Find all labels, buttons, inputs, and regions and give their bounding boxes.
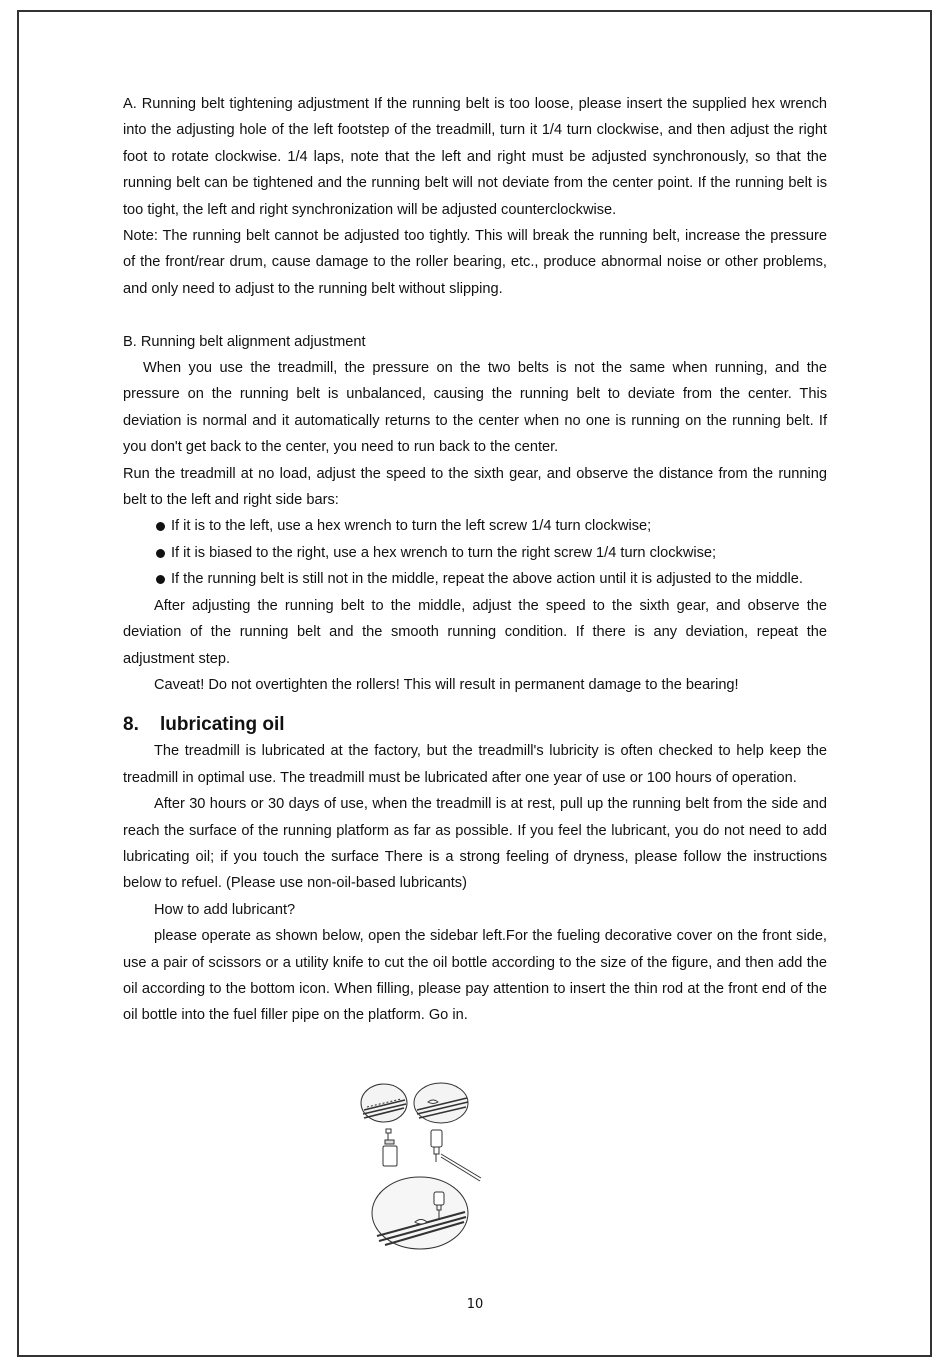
bullet-item: If it is biased to the right, use a hex wrench to turn the right screw 1/4 turn clockwise; (156, 540, 827, 566)
section-b-caveat: Caveat! Do not overtighten the rollers! This will result in permanent damage to the bearing! (154, 676, 739, 693)
section-a-note: Note: The running belt cannot be adjusted too tightly. This will break the running belt, increase the pressure of the front/rear drum, cause damage to the roller bearing, etc., produce abnormal noise or other problems, and only need to adjust to the running belt without slipping. (123, 228, 827, 297)
section-b-paragraph-1: When you use the treadmill, the pressure on the two belts is not the same when running, and the pressure on the running belt is unbalanced, causing the running belt to deviate from the center. This deviation is normal and it automatically returns to the center when no one is running on the running belt. If you don't get back to the center, you need to run back to the center. (123, 360, 827, 456)
section-8-paragraph-1: The treadmill is lubricated at the factory, but the treadmill's lubricity is often checked to help keep the treadmill in optimal use. The treadmill must be lubricated after one year of use or 100 hours of operation. (123, 743, 827, 786)
adjustment-bullet-list (123, 513, 827, 592)
section-b-heading: B. Running belt alignment adjustment (123, 333, 366, 350)
section-title: lubricating oil (160, 714, 285, 736)
bullet-icon (156, 549, 165, 558)
section-a-paragraph: A. Running belt tightening adjustment If the running belt is too loose, please insert the supplied hex wrench into the adjusting hole of the left footstep of the treadmill, turn it 1/4 turn clockwise, and then adjust the right foot to rotate clockwise. 1/4 laps, note that the left and right must be adjusted synchronously, so that the running belt can be tightened and the running belt will not deviate from the center point. If the running belt is too tight, the left and right synchronization will be adjusted counterclockwise. (123, 96, 827, 218)
section-8-question: How to add lubricant? (154, 901, 296, 918)
section-8-heading (123, 712, 827, 738)
section-b-paragraph-3: After adjusting the running belt to the middle, adjust the speed to the sixth gear, and observe the deviation of the running belt and the smooth running condition. If there is any deviation, repeat the adjustment step. (123, 597, 827, 667)
document-body (123, 91, 827, 1029)
bullet-item: If it is to the left, use a hex wrench to turn the left screw 1/4 turn clockwise; (156, 513, 827, 539)
page-number: 10 (466, 1297, 484, 1312)
spacer (123, 302, 827, 328)
bullet-icon (156, 522, 165, 531)
section-8-paragraph-3: please operate as shown below, open the sidebar left.For the fueling decorative cover on the front side, use a pair of scissors or a utility knife to cut the oil bottle according to the size of the figure, and then add the oil according to the bottom icon. When filling, please pay attention to insert the thin rod at the front end of the oil bottle into the fuel filler pipe on the platform. Go in. (123, 928, 827, 1024)
section-number: 8. (123, 714, 139, 736)
lubrication-illustration (355, 1080, 490, 1255)
bullet-icon (156, 575, 165, 584)
section-b-paragraph-2: Run the treadmill at no load, adjust the speed to the sixth gear, and observe the distance from the running belt to the left and right side bars: (123, 465, 827, 509)
section-8-paragraph-2: After 30 hours or 30 days of use, when the treadmill is at rest, pull up the running belt from the side and reach the surface of the running platform as far as possible. If you feel the lubricant, you do not need to add lubricating oil; if you touch the surface There is a strong feeling of dryness, please follow the instructions below to refuel. (Please use non-oil-based lubricants) (123, 796, 827, 892)
bullet-item: If the running belt is still not in the middle, repeat the above action until it is adjusted to the middle. (156, 566, 827, 592)
